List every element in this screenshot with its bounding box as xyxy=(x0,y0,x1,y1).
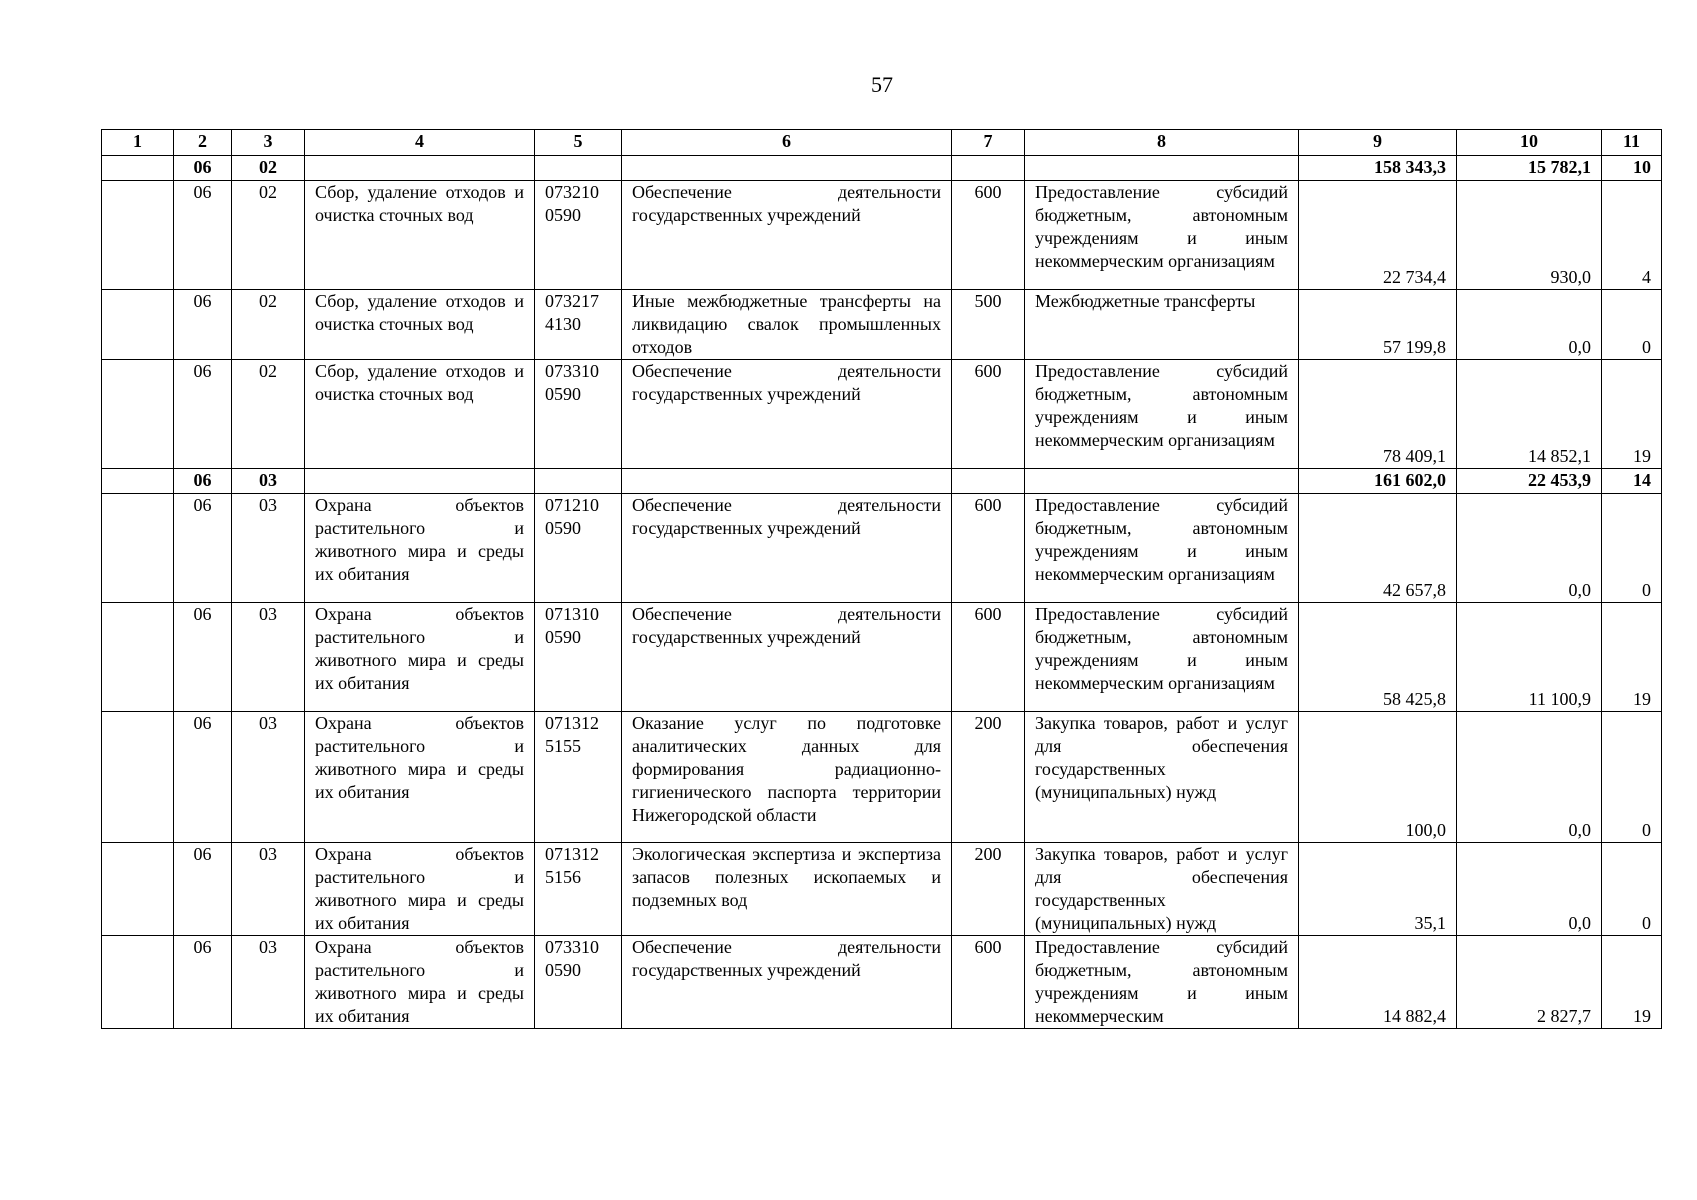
cell-amount-total: 158 343,3 xyxy=(1299,156,1457,181)
target-code-part1: 071310 xyxy=(545,604,599,624)
cell-subsection-name: Сбор, удаление отходов и очистка сточных вод xyxy=(305,360,535,469)
cell-target-code xyxy=(535,181,622,290)
cell-expense-type-name: Предоставление субсидий бюджетным, автономным учреждениям и иным некоммерческим организациям xyxy=(1025,603,1299,712)
cell-expense-type xyxy=(952,156,1025,181)
cell-amount-total: 57 199,8 xyxy=(1299,290,1457,360)
cell-amount-total: 42 657,8 xyxy=(1299,494,1457,603)
cell-col11: 14 xyxy=(1602,469,1662,494)
cell-section: 06 xyxy=(174,181,232,290)
cell-target-code xyxy=(535,360,622,469)
cell-amount-col10: 14 852,1 xyxy=(1457,360,1602,469)
target-code-part1: 073217 xyxy=(545,291,599,311)
cell-expense-type-name: Предоставление субсидий бюджетным, автономным учреждениям и иным некоммерческим организациям xyxy=(1025,181,1299,290)
cell-subsection: 03 xyxy=(232,494,305,603)
cell-target-name xyxy=(622,156,952,181)
cell-expense-type-name: Предоставление субсидий бюджетным, автономным учреждениям и иным некоммерческим xyxy=(1025,936,1299,1029)
cell-amount-col10: 11 100,9 xyxy=(1457,603,1602,712)
cell-subsection: 02 xyxy=(232,290,305,360)
cell-subsection: 03 xyxy=(232,843,305,936)
target-code-part1: 073310 xyxy=(545,937,599,957)
cell-target-name: Обеспечение деятельности государственных учреждений xyxy=(622,936,952,1029)
column-header: 2 xyxy=(174,130,232,156)
cell-expense-type: 500 xyxy=(952,290,1025,360)
cell-target-name: Экологическая экспертиза и экспертиза запасов полезных ископаемых и подземных вод xyxy=(622,843,952,936)
cell-expense-type: 600 xyxy=(952,360,1025,469)
target-code-part2: 0590 xyxy=(545,384,581,404)
cell-target-name: Оказание услуг по подготовке аналитических данных для формирования радиационно-гигиенического паспорта территории Нижегородской области xyxy=(622,712,952,843)
cell-amount-total: 22 734,4 xyxy=(1299,181,1457,290)
cell-target-name: Обеспечение деятельности государственных учреждений xyxy=(622,360,952,469)
cell-col11: 19 xyxy=(1602,603,1662,712)
cell-col11: 0 xyxy=(1602,843,1662,936)
cell-target-code xyxy=(535,712,622,843)
target-code-part2: 0590 xyxy=(545,960,581,980)
cell-section: 06 xyxy=(174,843,232,936)
cell-target-code xyxy=(535,469,622,494)
cell-amount-total: 14 882,4 xyxy=(1299,936,1457,1029)
cell-subsection-name: Сбор, удаление отходов и очистка сточных вод xyxy=(305,181,535,290)
table-row xyxy=(102,494,1662,603)
cell-target-code xyxy=(535,156,622,181)
cell-amount-total: 161 602,0 xyxy=(1299,469,1457,494)
column-header: 8 xyxy=(1025,130,1299,156)
target-code-part2: 0590 xyxy=(545,627,581,647)
column-header: 11 xyxy=(1602,130,1662,156)
cell-amount-total: 78 409,1 xyxy=(1299,360,1457,469)
cell-expense-type-name: Предоставление субсидий бюджетным, автономным учреждениям и иным некоммерческим организациям xyxy=(1025,494,1299,603)
cell-col1 xyxy=(102,494,174,603)
cell-col11: 0 xyxy=(1602,494,1662,603)
cell-subsection-name: Сбор, удаление отходов и очистка сточных вод xyxy=(305,290,535,360)
column-header: 7 xyxy=(952,130,1025,156)
cell-amount-col10: 22 453,9 xyxy=(1457,469,1602,494)
cell-subsection-name: Охрана объектов растительного и животного мира и среды их обитания xyxy=(305,712,535,843)
cell-expense-type: 600 xyxy=(952,181,1025,290)
column-header: 9 xyxy=(1299,130,1457,156)
table-row xyxy=(102,843,1662,936)
cell-subsection-name: Охрана объектов растительного и животного мира и среды их обитания xyxy=(305,843,535,936)
target-code-part2: 0590 xyxy=(545,518,581,538)
cell-col1 xyxy=(102,290,174,360)
header-row xyxy=(102,130,1662,156)
cell-expense-type-name: Закупка товаров, работ и услуг для обеспечения государственных (муниципальных) нужд xyxy=(1025,843,1299,936)
cell-section: 06 xyxy=(174,360,232,469)
cell-subsection: 03 xyxy=(232,712,305,843)
target-code-part1: 071312 xyxy=(545,713,599,733)
table-row xyxy=(102,290,1662,360)
cell-expense-type-name: Закупка товаров, работ и услуг для обеспечения государственных (муниципальных) нужд xyxy=(1025,712,1299,843)
cell-subsection-name: Охрана объектов растительного и животного мира и среды их обитания xyxy=(305,494,535,603)
cell-col11: 19 xyxy=(1602,936,1662,1029)
target-code-part2: 4130 xyxy=(545,314,581,334)
cell-amount-col10: 930,0 xyxy=(1457,181,1602,290)
cell-section: 06 xyxy=(174,712,232,843)
target-code-part2: 5155 xyxy=(545,736,581,756)
target-code-part1: 071312 xyxy=(545,844,599,864)
cell-col11: 10 xyxy=(1602,156,1662,181)
cell-subsection: 02 xyxy=(232,181,305,290)
subtotal-row xyxy=(102,156,1662,181)
cell-expense-type-name xyxy=(1025,469,1299,494)
cell-section: 06 xyxy=(174,936,232,1029)
cell-col1 xyxy=(102,360,174,469)
cell-amount-total: 100,0 xyxy=(1299,712,1457,843)
cell-amount-col10: 0,0 xyxy=(1457,712,1602,843)
cell-col1 xyxy=(102,469,174,494)
cell-subsection-name: Охрана объектов растительного и животного мира и среды их обитания xyxy=(305,936,535,1029)
cell-col1 xyxy=(102,843,174,936)
cell-target-name: Обеспечение деятельности государственных учреждений xyxy=(622,494,952,603)
cell-subsection: 03 xyxy=(232,603,305,712)
table-row xyxy=(102,603,1662,712)
cell-amount-col10: 0,0 xyxy=(1457,843,1602,936)
cell-expense-type: 600 xyxy=(952,494,1025,603)
cell-expense-type: 600 xyxy=(952,603,1025,712)
column-header: 1 xyxy=(102,130,174,156)
cell-target-code xyxy=(535,603,622,712)
table-row xyxy=(102,181,1662,290)
table-row xyxy=(102,360,1662,469)
cell-target-name: Иные межбюджетные трансферты на ликвидацию свалок промышленных отходов xyxy=(622,290,952,360)
table-row xyxy=(102,936,1662,1029)
cell-subsection: 02 xyxy=(232,360,305,469)
cell-amount-total: 35,1 xyxy=(1299,843,1457,936)
cell-expense-type-name: Межбюджетные трансферты xyxy=(1025,290,1299,360)
column-header: 10 xyxy=(1457,130,1602,156)
target-code-part2: 5156 xyxy=(545,867,581,887)
cell-subsection: 02 xyxy=(232,156,305,181)
cell-amount-col10: 0,0 xyxy=(1457,494,1602,603)
cell-subsection: 03 xyxy=(232,936,305,1029)
column-header: 6 xyxy=(622,130,952,156)
budget-table xyxy=(101,129,1662,1029)
target-code-part2: 0590 xyxy=(545,205,581,225)
cell-col11: 4 xyxy=(1602,181,1662,290)
cell-subsection: 03 xyxy=(232,469,305,494)
cell-col11: 0 xyxy=(1602,290,1662,360)
cell-amount-col10: 15 782,1 xyxy=(1457,156,1602,181)
cell-section: 06 xyxy=(174,469,232,494)
cell-expense-type: 200 xyxy=(952,843,1025,936)
cell-col1 xyxy=(102,712,174,843)
table-row xyxy=(102,712,1662,843)
cell-col1 xyxy=(102,936,174,1029)
cell-expense-type xyxy=(952,469,1025,494)
cell-target-code xyxy=(535,843,622,936)
column-header: 3 xyxy=(232,130,305,156)
cell-section: 06 xyxy=(174,603,232,712)
cell-expense-type: 600 xyxy=(952,936,1025,1029)
cell-subsection-name xyxy=(305,156,535,181)
cell-expense-type-name xyxy=(1025,156,1299,181)
target-code-part1: 073210 xyxy=(545,182,599,202)
subtotal-row xyxy=(102,469,1662,494)
cell-section: 06 xyxy=(174,494,232,603)
target-code-part1: 073310 xyxy=(545,361,599,381)
cell-target-code xyxy=(535,290,622,360)
cell-section: 06 xyxy=(174,156,232,181)
page-number: 57 xyxy=(871,72,893,97)
cell-expense-type: 200 xyxy=(952,712,1025,843)
cell-amount-col10: 2 827,7 xyxy=(1457,936,1602,1029)
column-header: 4 xyxy=(305,130,535,156)
cell-target-name xyxy=(622,469,952,494)
cell-section: 06 xyxy=(174,290,232,360)
cell-col11: 0 xyxy=(1602,712,1662,843)
cell-target-code xyxy=(535,494,622,603)
cell-col1 xyxy=(102,603,174,712)
cell-col11: 19 xyxy=(1602,360,1662,469)
column-header: 5 xyxy=(535,130,622,156)
cell-target-name: Обеспечение деятельности государственных учреждений xyxy=(622,603,952,712)
cell-amount-total: 58 425,8 xyxy=(1299,603,1457,712)
cell-subsection-name xyxy=(305,469,535,494)
target-code-part1: 071210 xyxy=(545,495,599,515)
cell-subsection-name: Охрана объектов растительного и животного мира и среды их обитания xyxy=(305,603,535,712)
cell-amount-col10: 0,0 xyxy=(1457,290,1602,360)
cell-target-code xyxy=(535,936,622,1029)
cell-target-name: Обеспечение деятельности государственных учреждений xyxy=(622,181,952,290)
cell-col1 xyxy=(102,156,174,181)
cell-expense-type-name: Предоставление субсидий бюджетным, автономным учреждениям и иным некоммерческим организациям xyxy=(1025,360,1299,469)
cell-col1 xyxy=(102,181,174,290)
